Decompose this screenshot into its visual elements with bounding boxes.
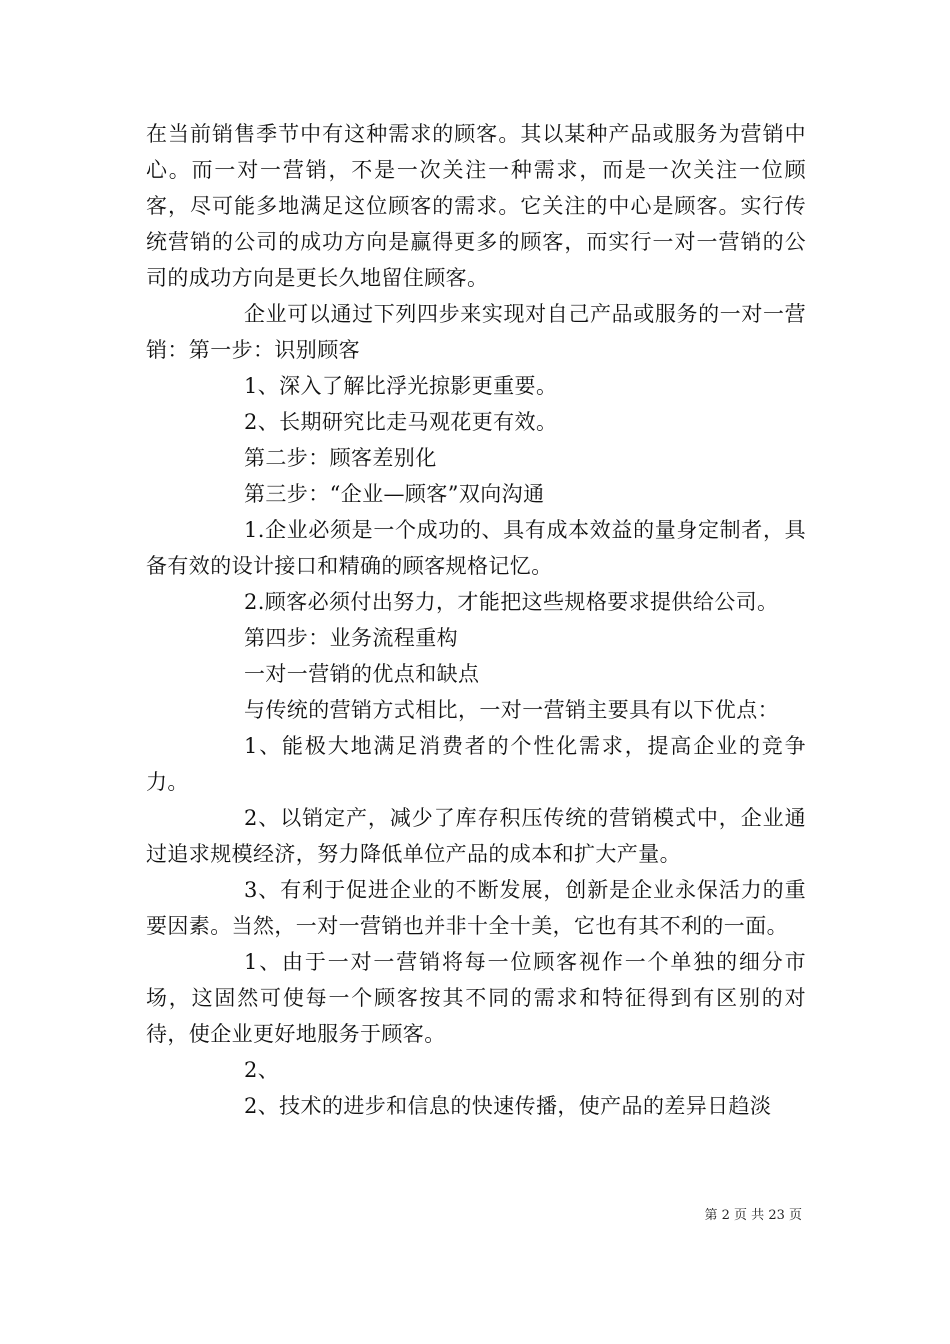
paragraph-3: 1、深入了解比浮光掠影更重要。 bbox=[244, 374, 558, 398]
paragraph-5: 第二步：顾客差别化 bbox=[244, 446, 437, 470]
paragraph-4: 2、长期研究比走马观花更有效。 bbox=[244, 410, 558, 434]
paragraph-6: 第三步：“企业—顾客”双向沟通 bbox=[244, 482, 545, 506]
paragraph-1: 在当前销售季节中有这种需求的顾客。其以某种产品或服务为营销中心。而一对一营销，不是一次关注一种需求，而是一次关注一位顾客，尽可能多地满足这位顾客的需求。它关注的中心是顾客。实行传统营销的公司的成功方向是赢得更多的顾客，而实行一对一营销的公司的成功方向是更长久地留住顾客。 bbox=[146, 122, 806, 290]
paragraph-17: 2、技术的进步和信息的快速传播，使产品的差异日趋淡 bbox=[244, 1094, 772, 1118]
paragraph-11: 与传统的营销方式相比，一对一营销主要具有以下优点： bbox=[244, 698, 779, 722]
paragraph-14: 3、有利于促进企业的不断发展，创新是企业永保活力的重要因素。当然，一对一营销也并非十全十美，它也有其不利的一面。 bbox=[146, 878, 806, 938]
paragraph-10: 一对一营销的优点和缺点 bbox=[244, 662, 480, 686]
paragraph-15: 1、由于一对一营销将每一位顾客视作一个单独的细分市场，这固然可使每一个顾客按其不同的需求和特征得到有区别的对待，使企业更好地服务于顾客。 bbox=[146, 950, 806, 1046]
paragraph-16: 2、 bbox=[244, 1058, 280, 1082]
page-number-footer: 第 2 页 共 23 页 bbox=[704, 1208, 802, 1223]
paragraph-12: 1、能极大地满足消费者的个性化需求，提高企业的竞争力。 bbox=[146, 734, 806, 794]
paragraph-7: 1.企业必须是一个成功的、具有成本效益的量身定制者，具备有效的设计接口和精确的顾客规格记忆。 bbox=[146, 518, 806, 578]
paragraph-2: 企业可以通过下列四步来实现对自己产品或服务的一对一营销：第一步：识别顾客 bbox=[146, 302, 806, 362]
paragraph-13: 2、以销定产，减少了库存积压传统的营销模式中，企业通过追求规模经济，努力降低单位产品的成本和扩大产量。 bbox=[146, 806, 806, 866]
paragraph-8: 2.顾客必须付出努力，才能把这些规格要求提供给公司。 bbox=[244, 590, 779, 614]
paragraph-9: 第四步：业务流程重构 bbox=[244, 626, 458, 650]
document-body bbox=[146, 116, 806, 1124]
